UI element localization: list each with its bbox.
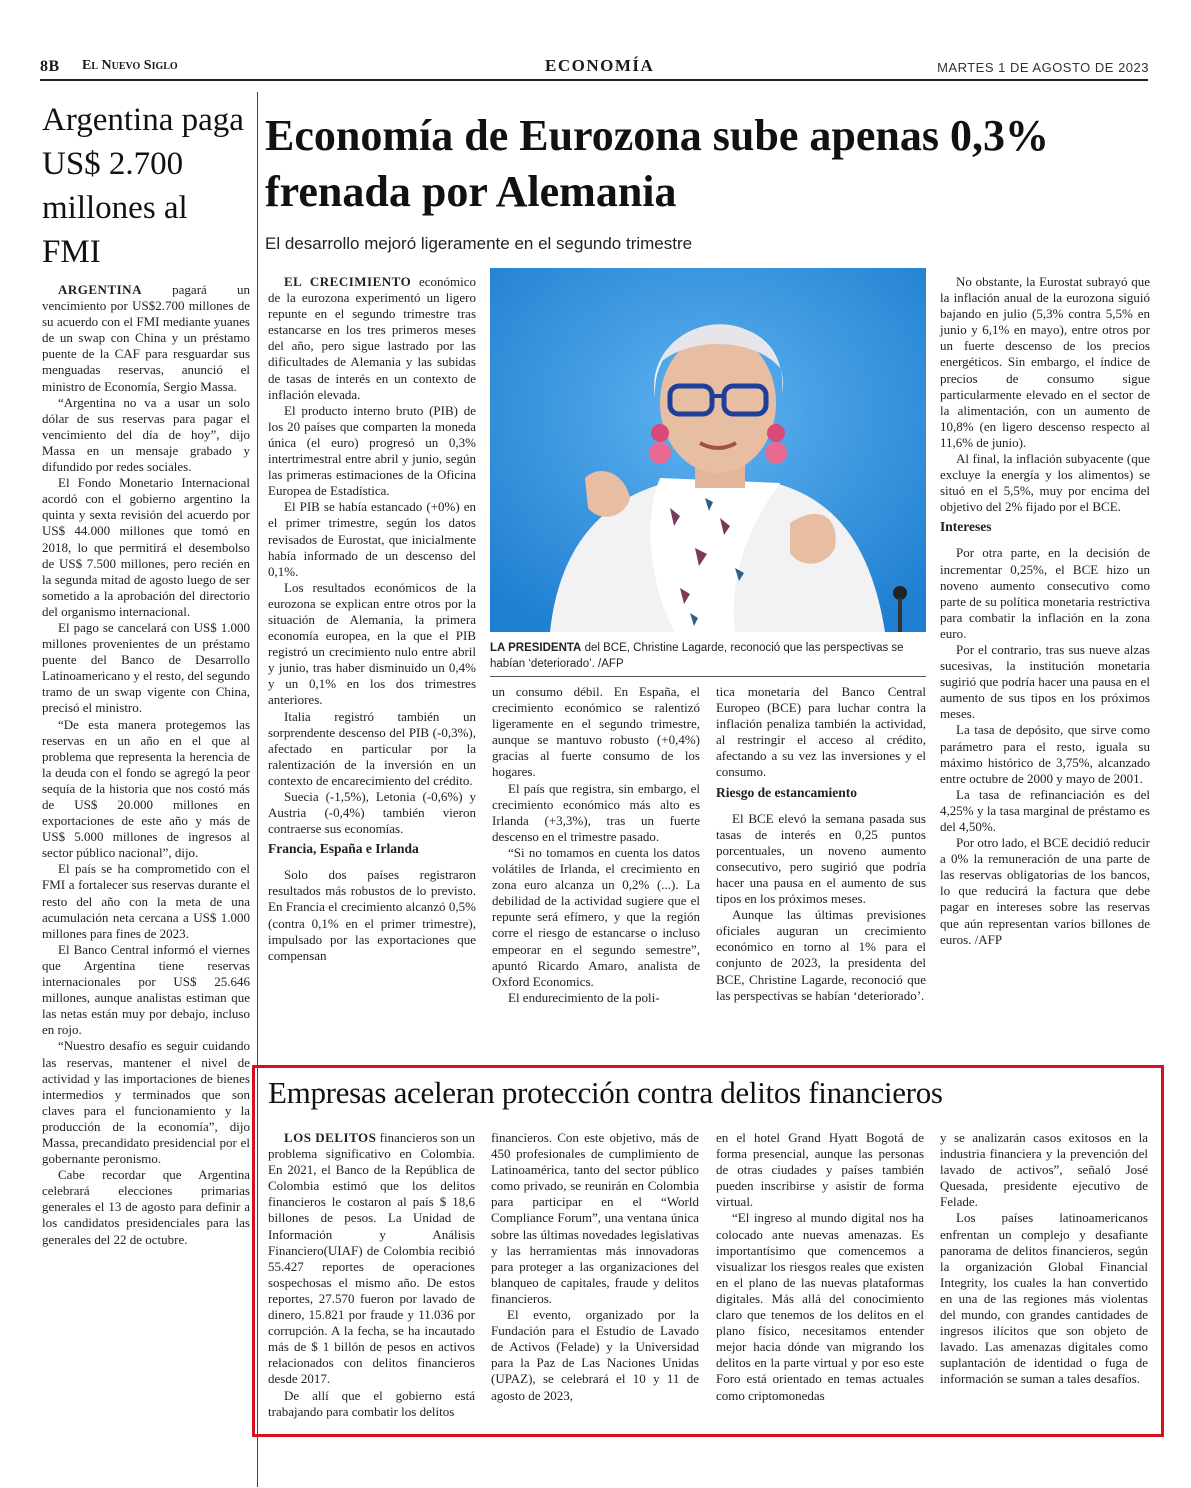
main-paragraph: tica monetaria del Banco Central Europeo (BCE) para luchar contra la inflación penaliza también la actividad, al restringir el acceso al crédito, afectando a su vez las inversiones y el consumo. [716,684,926,780]
sidebar-headline: Argentina paga US$ 2.700 millones al FMI [42,102,244,270]
main-paragraph: No obstante, la Eurostat subrayó que la inflación anual de la eurozona siguió bajando en julio (5,3% contra 5,5% en junio y 6,1% en mayo), entre otros por un fuerte descenso de los precios energéticos. Sin embargo, el índice de precios de consumo sigue particularmente elevado en el sector de la alimentación, con un aumento de 10,8% (en ligero descenso respecto al 11,6% de junio). [940,274,1150,450]
boxed-headline: Empresas aceleran protección contra delitos financieros [268,1075,943,1110]
sidebar-paragraph: El Banco Central informó el viernes que Argentina tiene reservas internacionales por US$ 25.646 millones, aunque analistas estiman que las netas están muy por debajo, incluso en rojo. [42,941,250,1038]
main-crosshead: Intereses [940,519,992,535]
boxed-column-1 [268,1130,475,1420]
boxed-column-4 [940,1130,1148,1388]
main-subheadline: El desarrollo mejoró ligeramente en el segundo trimestre [265,234,693,253]
boxed-paragraph: El evento, organizado por la Fundación para el Estudio de Lavado de Activos (Felade) y la Universidad para la Paz de Las Naciones Unidas (UPAZ), se celebrará el 10 y 11 de agosto de 2023, [491,1307,699,1403]
main-paragraph: Solo dos países registraron resultados más robustos de lo previsto. En Francia el crecimiento alcanzó 0,5% (contra 0,1% en el primer trimestre), impulsado por las exportaciones que compensan [268,867,476,963]
boxed-paragraph: De allí que el gobierno está trabajando para combatir los delitos [268,1387,475,1419]
main-crosshead: Riesgo de estancamiento [716,784,857,800]
sidebar-paragraph: “De esta manera protegemos las reservas en un año en el que al problema que representa la herencia de la deuda con el fondo se agregó la peor sequía de la historia que nos costó más de US$ 20.000 millones en exportaciones de este año y más de US$ 5.000 millones de ingresos al sector público nacional”, dijo. [42,716,250,861]
main-paragraph: EL CRECIMIENTO económico de la eurozona experimentó un ligero repunte en el segundo trimestre tras estancarse en los tres primeros meses del año, pero sigue lastrado por las dificultades de Alemania y las subidas de tasas de interés en un contexto de inflación elevada. [268,274,476,402]
boxed-paragraph: y se analizarán casos exitosos en la industria financiera y la prevención del lavado de activos”, señaló José Quesada, presidente ejecutivo de Felade. [940,1130,1148,1210]
caption-rule [490,676,926,677]
boxed-paragraph: financieros. Con este objetivo, más de 450 profesionales de cumplimiento de Latinoamérica, tanto del sector público como privado, se reunirán en Colombia para participar en el “World Compliance Forum”, una ventana única sobre las últimas novedades legislativas y las herramientas más innovadoras para proteger a las organizaciones del blanqueo de capitales, fraude y delitos financieros. [491,1130,699,1306]
main-headline: Economía de Eurozona sube apenas 0,3% frenada por Alemania [265,111,1049,216]
main-paragraph: Por otra parte, en la decisión de incrementar 0,25%, el BCE hizo un noveno aumento consecutivo como parte de su política monetaria restrictiva para combatir la inflación en la zona euro. [940,545,1150,641]
main-paragraph: El país que registra, sin embargo, el crecimiento económico más alto es Irlanda (+3,3%), tras un fuerte descenso en el trimestre pasado. [492,780,700,844]
main-paragraph: El producto interno bruto (PIB) de los 20 países que comparten la moneda única (el euro) progresó un 0,3% intertrimestral entre abril y junio, según las primeras estimaciones de la Oficina Europea de Estadística. [268,402,476,499]
sidebar-paragraph: “Nuestro desafío es seguir cuidando las reservas, mantener el nivel de actividad y las importaciones de bienes intermedios y terminados que son claves para el funcionamiento y la producción de la economía”, dijo Massa, precandidato presidencial por el gobernante peronismo. [42,1038,250,1167]
lead-cap: EL CRECIMIENTO [284,274,412,289]
lagarde-photo [490,268,926,632]
main-paragraph: Suecia (-1,5%), Letonia (-0,6%) y Austria (-0,4%) también vieron contraerse sus economías. [268,789,476,837]
main-paragraph: El PIB se había estancado (+0%) en el primer trimestre, según los datos revisados de Eurostat, que inicialmente había informado de un descenso del 0,1%. [268,499,476,579]
issue-date: MARTES 1 DE AGOSTO DE 2023 [937,60,1149,75]
photo-caption: LA PRESIDENTA del BCE, Christine Lagarde, reconoció que las perspectivas se habían ‘deteriorado’. /AFP [490,642,904,670]
sidebar-paragraph: Cabe recordar que Argentina celebrará elecciones primarias generales el 13 de agosto para definir a los candidatos presidenciales para las generales del 22 de octubre. [42,1167,250,1247]
section-title: ECONOMÍA [545,56,655,75]
sidebar-paragraph: ARGENTINA pagará un vencimiento por US$2.700 millones de su acuerdo con el FMI mediante yuanes de un swap con China y un préstamo puente de la CAF para resguardar sus menguadas reservas, anunció el ministro de Economía, Sergio Massa. [42,282,250,394]
main-column-1 [268,274,476,964]
page-number: 8B [40,58,60,75]
boxed-paragraph: en el hotel Grand Hyatt Bogotá de forma presencial, aunque las personas de otras ciudades y países también pueden inscribirse y asistir de forma virtual. [716,1130,924,1210]
main-paragraph: Al final, la inflación subyacente (que excluye la energía y los alimentos) se situó en el 5,5%, muy por encima del objetivo del 2% fijado por el BCE. [940,451,1150,515]
header-rule [40,79,1148,81]
sidebar-paragraph: “Argentina no va a usar un solo dólar de sus reservas para pagar el vencimiento del día de hoy”, dijo Massa en un mensaje grabado y difundido por redes sociales. [42,394,250,475]
main-column-3 [716,684,926,1004]
lead-cap: LOS DELITOS [284,1130,377,1145]
main-paragraph: Aunque las últimas previsiones oficiales auguran un crecimiento económico en torno al 1% para el conjunto de 2023, la presidenta del BCE, Christine Lagarde, reconoció que las perspectivas se habían ‘deteriorado’. [716,907,926,1003]
main-paragraph: La tasa de refinanciación es del 4,25% y la tasa marginal de préstamo es del 4,50%. [940,786,1150,834]
main-paragraph: Por el contrario, tras sus nueve alzas sucesivas, la institución monetaria sugirió que podría hacer una pausa en el aumento de sus tipos en los próximos meses. [940,641,1150,722]
sidebar-body [42,282,250,1248]
boxed-column-2 [491,1130,699,1404]
main-paragraph: “Si no tomamos en cuenta los datos volátiles de Irlanda, el crecimiento en zona euro alcanza un 0,2% (...). La debilidad de la actividad sugiere que el repunte será efímero, y que la región corre el riesgo de estancarse o incluso empeorar en el segundo semestre”, apuntó Ricardo Amaro, analista de Oxford Economics. [492,844,700,989]
boxed-paragraph: LOS DELITOS financieros son un problema significativo en Colombia. En 2021, el Banco de la República de Colombia estimó que los delitos financieros le costaron al país $ 18,6 billones de pesos. La Unidad de Información y Análisis Financiero(UIAF) de Colombia recibió 55.427 reportes de operaciones sospechosas el mismo año. De estos reportes, 27.570 fueron por lavado de dinero, 15.821 por fraude y 11.036 por corrupción. A la fecha, se ha incautado más de $ 1 billón de pesos en activos relacionados con delitos financieros desde 2017. [268,1130,475,1387]
main-paragraph: Por otro lado, el BCE decidió reducir a 0% la remuneración de una parte de las reservas obligatorias de los bancos, lo que reducirá la factura que debe pagar en intereses sobre las reservas que aún representan varios billones de euros. /AFP [940,835,1150,947]
main-paragraph: La tasa de depósito, que sirve como parámetro para el resto, iguala su máximo histórico de 3,75%, alcanzado entre octubre de 2000 y mayo de 2001. [940,722,1150,786]
main-column-2 [492,684,700,1006]
main-paragraph: Italia registró también un sorprendente descenso del PIB (-0,3%), afectado en particular por la ralentización de la inversión en un contexto de encarecimiento del crédito. [268,708,476,788]
boxed-column-3 [716,1130,924,1404]
boxed-paragraph: Los países latinoamericanos enfrentan un complejo y desafiante panorama de delitos financieros, según la organización Global Financial Integrity, los cuales la han convertido en una de las regiones más violentas del mundo, con grandes cantidades de ingresos ilícitos que son objeto de lavado. Las amenazas digitales como suplantación de identidad o fuga de información se suman a tales desafíos. [940,1210,1148,1387]
main-column-4 [940,274,1150,948]
main-paragraph: El endurecimiento de la poli- [508,989,660,1005]
main-paragraph: El BCE elevó la semana pasada sus tasas de interés en 0,25 puntos porcentuales, un noveno aumento consecutivo, pero sugirió que podría hacer una pausa en el aumento de sus tipos en los próximos meses. [716,810,926,907]
sidebar-paragraph: El Fondo Monetario Internacional acordó con el gobierno argentino la quinta y sexta revisión del acuerdo por US$ 44.000 millones que tomó en 2018, lo que permitirá el desembolso de US$ 7.500 millones, pero recién en la segunda mitad de agosto luego de ser sometido a la aprobación del directorio del organismo internacional. [42,475,250,619]
boxed-paragraph: “El ingreso al mundo digital nos ha colocado ante nuevas amenazas. Es importantísimo que comencemos a visualizar los riesgos reales que existen en el plano de las nuevas plataformas digitales. Más allá del conocimiento claro que tenemos de los delitos en el plano físico, necesitamos entender mejor hacia dónde van migrando los delitos en la parte virtual y por eso este Foro está orientado en temas actuales como criptomonedas [716,1210,924,1403]
main-crosshead: Francia, España e Irlanda [268,841,419,857]
main-paragraph: Los resultados económicos de la eurozona se explican entre otros por la situación de Alemania, la primera economía europea, en la que el PIB registró un crecimiento nulo entre abril y junio, tras haber disminuido un 0,4% y un 0,1% en los dos trimestres anteriores. [268,579,476,708]
main-paragraph: un consumo débil. En España, el crecimiento económico se ralentizó ligeramente en el segundo trimestre, aunque se mantuvo robusto (+0,4%) gracias al fuerte consumo de los hogares. [492,684,700,780]
sidebar-paragraph: El pago se cancelará con US$ 1.000 millones provenientes de un préstamo puente del Banco de Desarrollo Latinoamericano y el resto, del segundo tramo de un swap vigente con China, precisó el ministro. [42,619,250,716]
lead-cap: ARGENTINA [58,282,142,297]
sidebar-paragraph: El país se ha comprometido con el FMI a fortalecer sus reservas durante el resto del año con la meta de una acumulación neta cercana a US$ 1.000 millones para fines de 2023. [42,861,250,941]
newspaper-name: El Nuevo Siglo [82,58,178,73]
